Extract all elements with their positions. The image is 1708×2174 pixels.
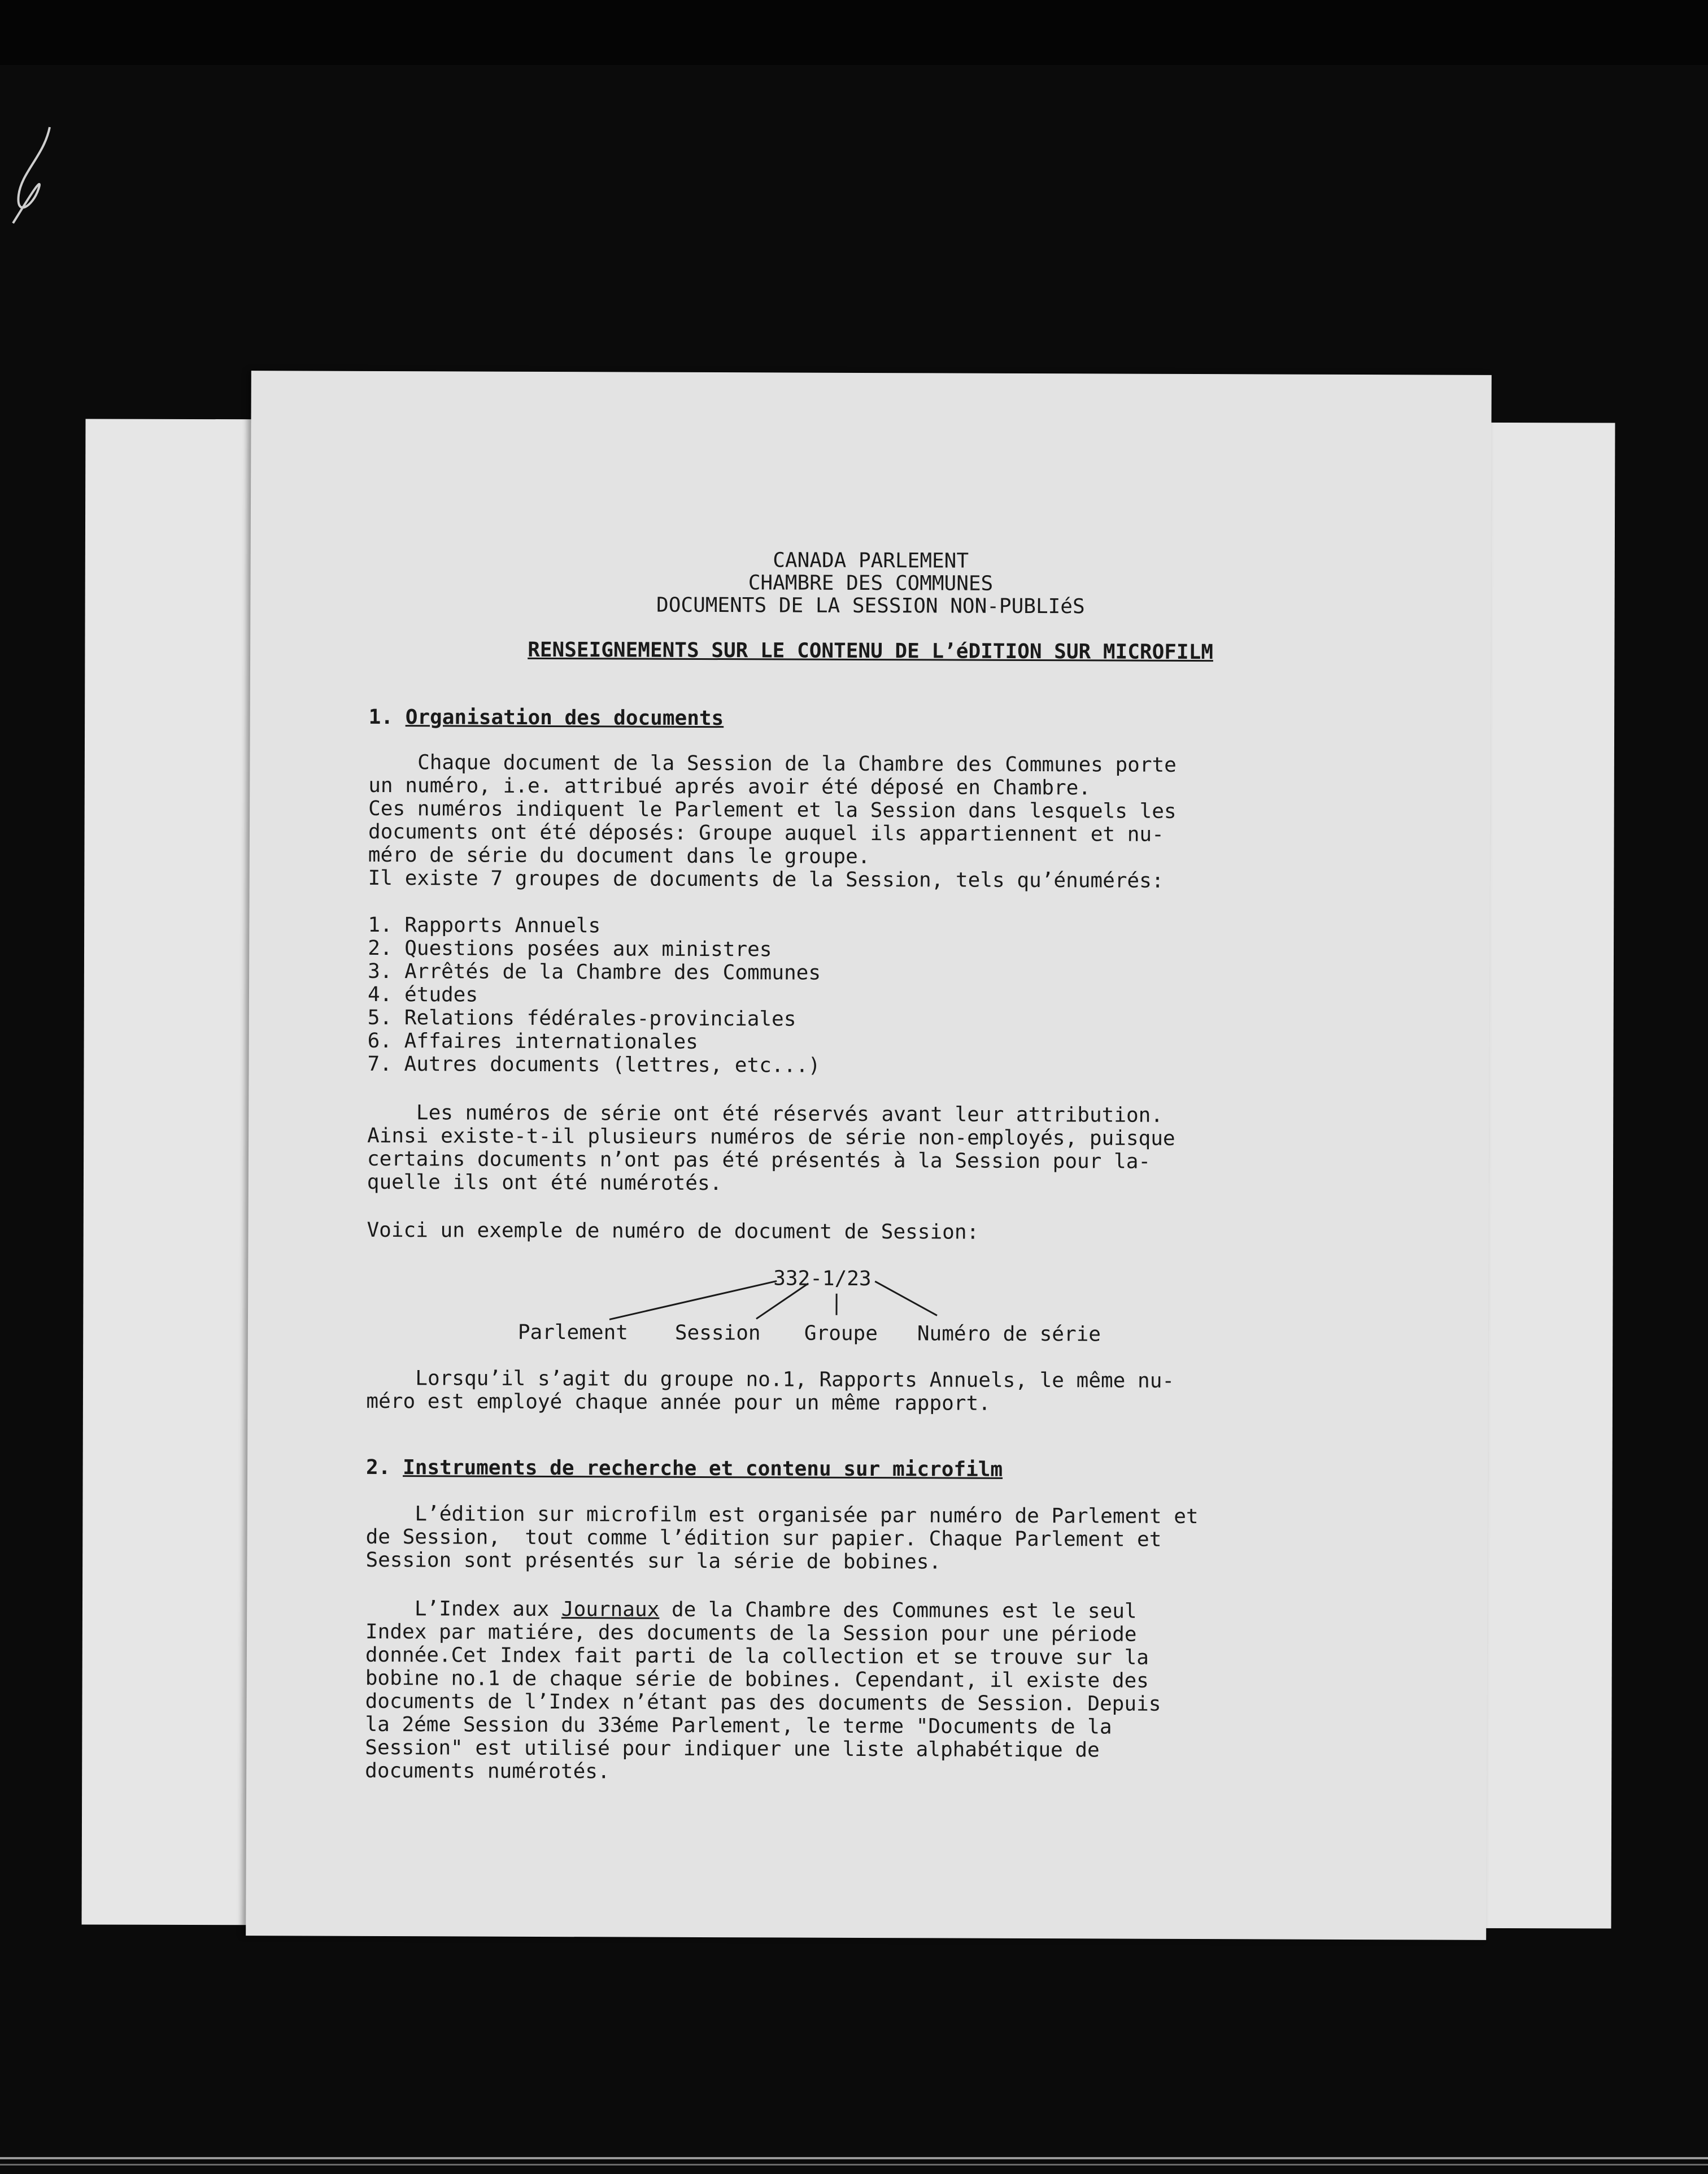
section-2-title: Instruments de recherche et contenu sur microfilm	[403, 1456, 1003, 1481]
text-line: Lorsqu’il s’agit du groupe no.1, Rapports Annuels, le même nu-	[366, 1366, 1175, 1393]
film-scratch-mark	[5, 121, 55, 234]
example-document-number: 332-1/23	[773, 1267, 872, 1291]
list-item: 7. Autres documents (lettres, etc...)	[367, 1052, 821, 1077]
text-line: un numéro, i.e. attribué aprés avoir été déposé en Chambre.	[368, 773, 1091, 800]
list-item: 3. Arrêtés de la Chambre des Communes	[368, 959, 821, 985]
text-line: la 2éme Session du 33éme Parlement, le terme "Documents de la	[365, 1712, 1112, 1739]
list-item: 1. Rapports Annuels	[368, 913, 601, 938]
section-2-number: 2.	[365, 1455, 391, 1480]
document-page	[246, 371, 1492, 1940]
section-1-paragraph-3	[366, 1367, 1298, 1416]
text-line: documents de l’Index n’étant pas des documents de Session. Depuis	[365, 1689, 1161, 1716]
text-line: documents numérotés.	[365, 1759, 610, 1784]
text-line: Session" est utilisé pour indiquer une liste alphabétique de	[365, 1736, 1100, 1762]
film-border-line	[0, 2157, 1708, 2159]
section-1-number: 1.	[368, 705, 394, 729]
text-line: de Session, tout comme l’édition sur papier. Chaque Parlement et	[365, 1525, 1162, 1551]
header-line-1: CANADA PARLEMENT	[773, 549, 969, 573]
text-line: quelle ils ont été numérotés.	[367, 1170, 722, 1195]
section-1-title: Organisation des documents	[405, 706, 724, 731]
text-line: bobine no.1 de chaque série de bobines. Cependant, il existe des	[365, 1666, 1149, 1693]
text-fragment: L’Index aux	[365, 1597, 562, 1621]
header-line-2: CHAMBRE DES COMMUNES	[748, 571, 994, 595]
header-line-3: DOCUMENTS DE LA SESSION NON-PUBLIéS	[656, 593, 1085, 619]
text-line: méro de série du document dans le groupe.	[368, 843, 870, 869]
text-line: Les numéros de série ont été réservés avant leur attribution.	[367, 1101, 1164, 1127]
text-line: L’édition sur microfilm est organisée par numéro de Parlement et	[365, 1502, 1199, 1529]
text-line: Voici un exemple de numéro de document de Session:	[367, 1218, 979, 1244]
diagram-connector-lines	[248, 371, 1492, 1392]
text-fragment: de la Chambre des Communes est le seul	[659, 1598, 1137, 1623]
section-2-paragraph-1	[365, 1502, 1297, 1575]
text-line: Session sont présentés sur la série de bobines.	[365, 1548, 942, 1574]
film-border-line	[0, 2164, 1708, 2166]
text-line: certains documents n’ont pas été présentés à la Session pour la-	[367, 1147, 1151, 1173]
label-groupe: Groupe	[804, 1321, 878, 1346]
text-line: Chaque document de la Session de la Chambre des Communes porte	[368, 750, 1177, 777]
list-item: 6. Affaires internationales	[367, 1029, 698, 1054]
text-line: Index par matiére, des documents de la Session pour une période	[365, 1620, 1137, 1646]
text-line	[365, 1597, 1297, 1624]
section-2-heading	[366, 1456, 1003, 1481]
label-numero-de-serie: Numéro de série	[917, 1322, 1101, 1346]
list-item: 4. études	[367, 982, 478, 1007]
list-item: 5. Relations fédérales-provinciales	[367, 1006, 796, 1031]
text-line: donnée.Cet Index fait parti de la collection et se trouve sur la	[365, 1643, 1149, 1669]
text-line: méro est employé chaque année pour un même rapport.	[366, 1389, 991, 1415]
text-line: Ainsi existe-t-il plusieurs numéros de série non-employés, puisque	[367, 1124, 1175, 1150]
text-line: Il existe 7 groupes de documents de la Session, tels qu’énumérés:	[368, 866, 1164, 893]
document-title: RENSEIGNEMENTS SUR LE CONTENU DE L’éDITION SUR MICROFILM	[528, 638, 1214, 664]
section-2-paragraph-2	[365, 1597, 1297, 1786]
text-line: Ces numéros indiquent le Parlement et la Session dans lesquels les	[368, 797, 1177, 823]
journaux-reference: Journaux	[561, 1598, 660, 1621]
label-parlement: Parlement	[517, 1320, 629, 1345]
film-border-top	[0, 0, 1708, 65]
list-item: 2. Questions posées aux ministres	[368, 936, 772, 962]
text-line: documents ont été déposés: Groupe auquel ils appartiennent et nu-	[368, 820, 1164, 846]
label-session: Session	[674, 1321, 761, 1345]
